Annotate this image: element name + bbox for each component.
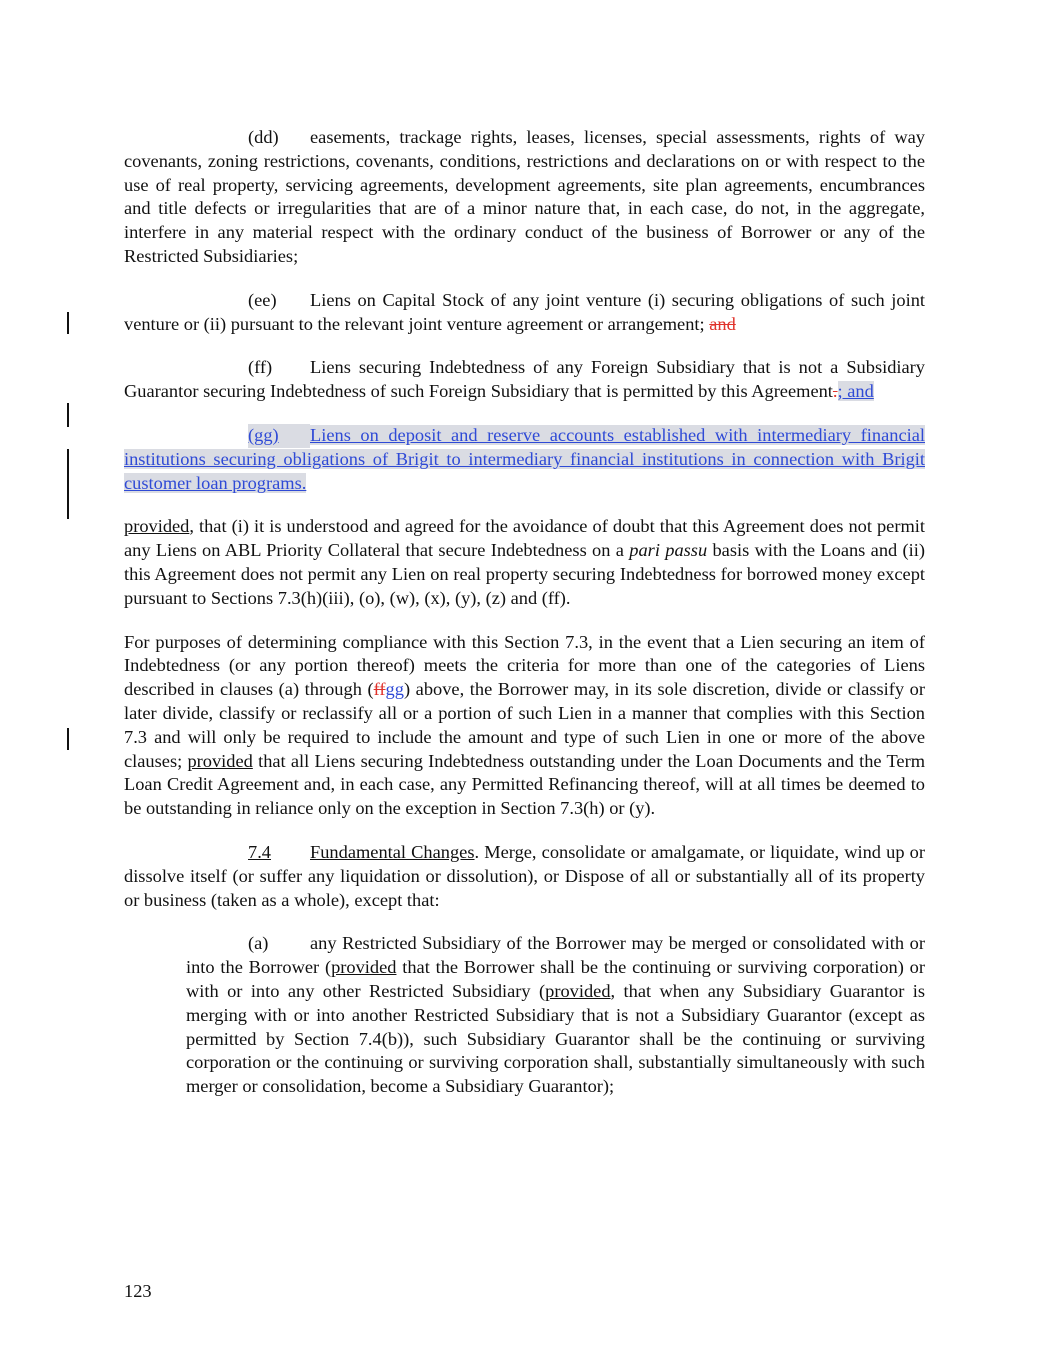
document-page — [124, 126, 925, 1119]
clause-gg-label: (gg) — [248, 424, 310, 448]
change-bar-ff — [67, 403, 69, 427]
change-bar-compliance — [67, 728, 69, 750]
clause-dd-text: easements, trackage rights, leases, licenses, special assessments, rights of way covenants, zoning restrictions, covenants, conditions, restrictions and declarations on or with respect to the use of real property, servicing agreements, development agreements, site plan agreements, encumbrances and title defects or irregularities that are of a minor nature that, in each case, do not, in the aggregate, interfere in any material respect with the ordinary conduct of the business of Borrower or any of the Restricted Subsidiaries; — [124, 127, 925, 266]
proviso-part1: , that (i) it is understood and agreed for the avoidance of doubt that this Agreement does not permit any Liens on ABL Priority Collateral that secure Indebtedness on a — [124, 516, 925, 561]
clause-ee-text: Liens on Capital Stock of any joint venture (i) securing obligations of such joint venture or (ii) pursuant to the relevant joint venture agreement or arrangement; — [124, 289, 925, 334]
proviso-italic: pari passu — [629, 540, 708, 561]
compliance-part1: For purposes of determining compliance with this Section 7.3, in the event that a Lien securing an item of Indebtedness (or any portion thereof) meets the criteria for more than one of the categories of Liens described in clauses (a) through ( — [124, 631, 925, 700]
section-7-4-title: Fundamental Changes — [310, 841, 475, 862]
clause-a-part3: , that when any Subsidiary Guarantor is merging with or into another Restricted Subsidiary that is not a Subsidiary Guarantor (except as permitted by Section 7.4(b)), such Subsidiary Guarantor shall be the continuing or surviving corporation or the continuing or surviving corporation shall, substantially simultaneously with such merger or consolidation, become a Subsidiary Guarantor); — [186, 980, 926, 1097]
clause-a-label: (a) — [248, 933, 269, 954]
proviso-part2: basis with the Loans and (ii) this Agreement does not permit any Lien on real property securing Indebtedness for borrowed money except pursuant to Sections 7.3(h)(iii), (o), (w), (x), (y), (z) and (ff). — [124, 540, 926, 608]
clause-gg — [124, 424, 925, 495]
compliance-deletion: ff — [373, 679, 386, 700]
clause-a-part2: that the Borrower shall be the continuing or surviving corporation) or with or into any other Restricted Subsidiary ( — [186, 957, 925, 1001]
clause-ee — [124, 289, 925, 337]
clause-ff-deletion: . — [832, 381, 838, 402]
page-number: 123 — [124, 1281, 152, 1301]
clause-gg-text: Liens on deposit and reserve accounts established with intermediary financial institutions securing obligations of Brigit to intermediary financial institutions in connection with Brigit customer loan programs. — [124, 424, 925, 493]
compliance-part3: that all Liens securing Indebtedness outstanding under the Loan Documents and the Term Loan Credit Agreement and, in each case, any Permitted Refinancing thereof, will at all times be deemed to be outstanding in reliance only on the exception in Section 7.3(h) or (y). — [124, 750, 925, 819]
proviso-lead: provided — [124, 516, 190, 537]
compliance-part2: ) above, the Borrower may, in its sole discretion, divide or classify or later divide, classify or reclassify all or a portion of such Lien in a manner that complies with this Section 7.3 and will only be required to include the amount and type of such Lien in one or more of the above clauses; — [124, 679, 925, 771]
change-bar-gg — [67, 449, 69, 519]
proviso-paragraph — [124, 515, 925, 610]
clause-ff — [124, 356, 925, 404]
compliance-provided: provided — [187, 750, 253, 771]
clause-ee-deletion: and — [709, 313, 736, 334]
compliance-insertion: gg — [385, 679, 404, 700]
clause-dd — [124, 126, 925, 269]
clause-a-provided-1: provided — [331, 957, 397, 978]
clause-ff-text: Liens securing Indebtedness of any Foreign Subsidiary that is not a Subsidiary Guarantor securing Indebtedness of such Foreign Subsidiary that is permitted by this Agreement — [124, 357, 925, 402]
clause-a-part1: any Restricted Subsidiary of the Borrower may be merged or consolidated with or into the Borrower ( — [186, 933, 925, 978]
section-7-4-text: . Merge, consolidate or amalgamate, or liquidate, wind up or dissolve itself (or suffer any liquidation or dissolution), or Dispose of all or substantially all of its property or business (taken as a whole), except that: — [124, 841, 925, 910]
section-7-4-number: 7.4 — [248, 841, 271, 862]
section-7-4 — [124, 841, 925, 912]
clause-a-provided-2: provided — [545, 980, 611, 1001]
clause-ff-label: (ff) — [248, 357, 273, 378]
clause-ff-insertion: ; and — [837, 381, 874, 402]
clause-ee-label: (ee) — [248, 289, 277, 310]
change-bar-ee — [67, 312, 69, 334]
clause-a — [186, 932, 925, 1099]
compliance-paragraph — [124, 631, 925, 821]
clause-dd-label: (dd) — [248, 127, 279, 147]
